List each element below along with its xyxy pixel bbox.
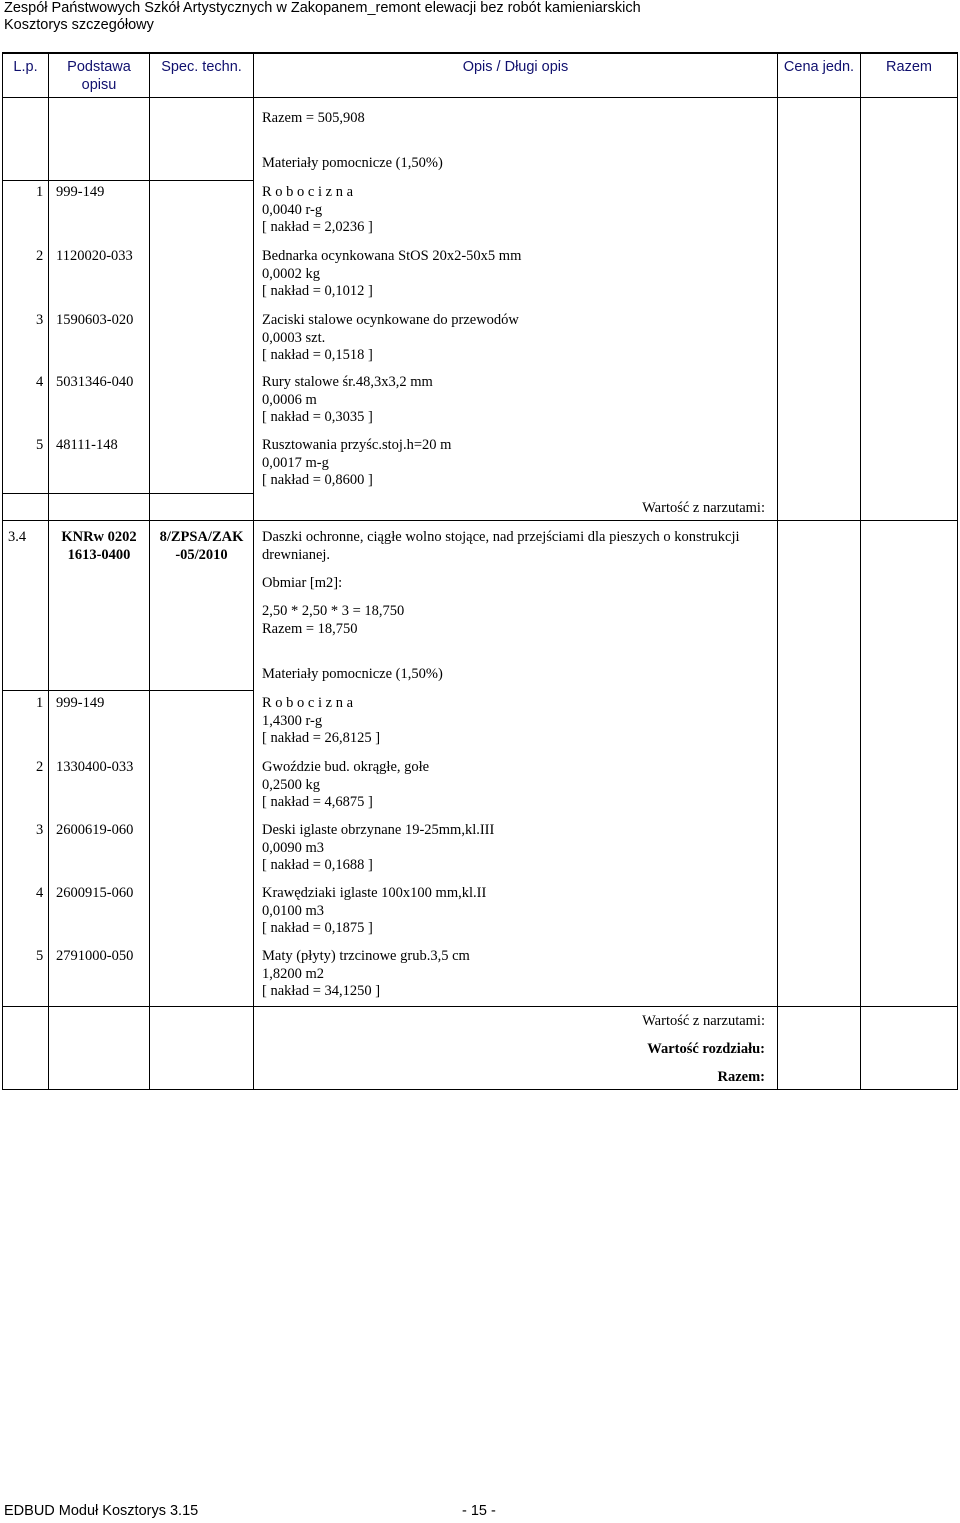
item-code: 999-149 — [56, 184, 105, 200]
wartosc-z-narzutami: Wartość z narzutami: — [642, 500, 765, 516]
item-line: 0,2500 kg — [262, 776, 320, 793]
razem-total: Razem: — [717, 1069, 765, 1085]
item-code: 2600915-060 — [56, 885, 134, 901]
item-line: Bednarka ocynkowana StOS 20x2-50x5 mm — [262, 248, 522, 264]
item-line: [ nakład = 0,3035 ] — [262, 409, 373, 425]
item-line: 1,4300 r-g — [262, 712, 323, 729]
position-spec-1: 8/ZPSA/ZAK — [159, 529, 244, 545]
item-code: 48111-148 — [56, 437, 118, 453]
table-bottom-rule — [2, 1089, 958, 1090]
position-lp: 3.4 — [8, 529, 27, 545]
item-line: 0,0040 r-g — [262, 201, 323, 218]
position-description-2: drewnianej. — [262, 547, 331, 563]
item-line: 0,0002 kg — [262, 265, 320, 282]
item-number: 4 — [36, 885, 44, 901]
item-line: Krawędziaki iglaste 100x100 mm,kl.II — [262, 885, 487, 901]
item-line: [ nakład = 34,1250 ] — [262, 983, 381, 999]
position-podstawa-1: KNRw 0202 — [61, 529, 137, 545]
position-spec-2: -05/2010 — [175, 547, 228, 563]
item-line: 1,8200 m2 — [262, 965, 325, 982]
header-bottom-rule — [2, 97, 958, 98]
item-code: 2600619-060 — [56, 822, 134, 838]
row-separator — [2, 180, 254, 181]
column-divider — [149, 52, 150, 1090]
footer-software: EDBUD Moduł Kosztorys 3.15 — [4, 1503, 199, 1519]
document-title: Zespół Państwowych Szkół Artystycznych w Zakopanem_remont elewacji bez robót kamieniarskich — [4, 0, 641, 16]
column-divider — [777, 52, 778, 1090]
item-line: Rusztowania przyśc.stoj.h=20 m — [262, 437, 452, 453]
item-line: 0,0017 m-g — [262, 454, 329, 471]
col-header-podstawa-2: opisu — [81, 77, 117, 93]
wartosc-rozdzialu: Wartość rozdziału: — [647, 1041, 765, 1057]
item-number: 1 — [36, 184, 44, 200]
razem-line: Razem = 18,750 — [262, 621, 358, 637]
item-number: 3 — [36, 822, 44, 838]
row-separator — [2, 690, 254, 691]
item-line: [ nakład = 4,6875 ] — [262, 794, 373, 810]
item-code: 999-149 — [56, 695, 105, 711]
col-header-cena: Cena jedn. — [783, 59, 855, 75]
item-number: 4 — [36, 374, 44, 390]
item-code: 2791000-050 — [56, 948, 134, 964]
item-code: 5031346-040 — [56, 374, 134, 390]
item-line: Gwoździe bud. okrągłe, gołe — [262, 759, 430, 775]
footer-page-number: - 15 - — [462, 1503, 496, 1519]
row-separator — [2, 493, 254, 494]
item-line: Deski iglaste obrzynane 19-25mm,kl.III — [262, 822, 495, 838]
col-header-podstawa-1: Podstawa — [67, 59, 131, 75]
column-divider — [253, 52, 254, 1090]
col-header-lp: L.p. — [13, 59, 38, 75]
obmiar-label: Obmiar [m2]: — [262, 575, 343, 591]
item-line: [ nakład = 26,8125 ] — [262, 730, 381, 746]
materialy-pomocnicze: Materiały pomocnicze (1,50%) — [262, 666, 443, 682]
item-line: [ nakład = 0,1012 ] — [262, 283, 373, 299]
position-podstawa-2: 1613-0400 — [67, 547, 131, 563]
item-number: 5 — [36, 437, 44, 453]
column-divider — [957, 52, 958, 1090]
column-divider — [2, 52, 3, 1090]
item-line: [ nakład = 0,1518 ] — [262, 347, 373, 363]
obmiar-calculation: 2,50 * 2,50 * 3 = 18,750 — [262, 603, 405, 619]
item-line: 0,0090 m3 — [262, 839, 325, 856]
item-code: 1590603-020 — [56, 312, 134, 328]
item-line: Maty (płyty) trzcinowe grub.3,5 cm — [262, 948, 470, 964]
item-line: [ nakład = 0,1688 ] — [262, 857, 373, 873]
wartosc-z-narzutami: Wartość z narzutami: — [642, 1013, 765, 1029]
item-line: [ nakład = 0,1875 ] — [262, 920, 373, 936]
item-number: 2 — [36, 759, 44, 775]
item-line: 0,0003 szt. — [262, 329, 326, 346]
razem-line: Razem = 505,908 — [262, 110, 365, 126]
item-line: R o b o c i z n a — [262, 184, 354, 200]
item-line: 0,0100 m3 — [262, 902, 325, 919]
table-top-border — [2, 52, 958, 54]
item-line: Zaciski stalowe ocynkowane do przewodów — [262, 312, 519, 328]
column-divider — [48, 52, 49, 1090]
item-line: R o b o c i z n a — [262, 695, 354, 711]
column-divider — [860, 52, 861, 1090]
row-separator — [2, 520, 958, 521]
item-line: 0,0006 m — [262, 391, 317, 408]
item-line: [ nakład = 0,8600 ] — [262, 472, 373, 488]
item-number: 2 — [36, 248, 44, 264]
item-line: Rury stalowe śr.48,3x3,2 mm — [262, 374, 433, 390]
col-header-razem: Razem — [886, 59, 932, 75]
item-line: [ nakład = 2,0236 ] — [262, 219, 373, 235]
item-code: 1120020-033 — [56, 248, 133, 264]
item-number: 1 — [36, 695, 44, 711]
materialy-pomocnicze: Materiały pomocnicze (1,50%) — [262, 155, 443, 171]
position-description-1: Daszki ochronne, ciągłe wolno stojące, nad przejściami dla pieszych o konstrukcji — [262, 529, 740, 545]
col-header-spec: Spec. techn. — [161, 59, 242, 75]
item-number: 3 — [36, 312, 44, 328]
document-subtitle: Kosztorys szczegółowy — [4, 17, 154, 33]
col-header-opis: Opis / Długi opis — [462, 59, 569, 75]
item-code: 1330400-033 — [56, 759, 134, 775]
row-separator — [2, 1006, 958, 1007]
item-number: 5 — [36, 948, 44, 964]
